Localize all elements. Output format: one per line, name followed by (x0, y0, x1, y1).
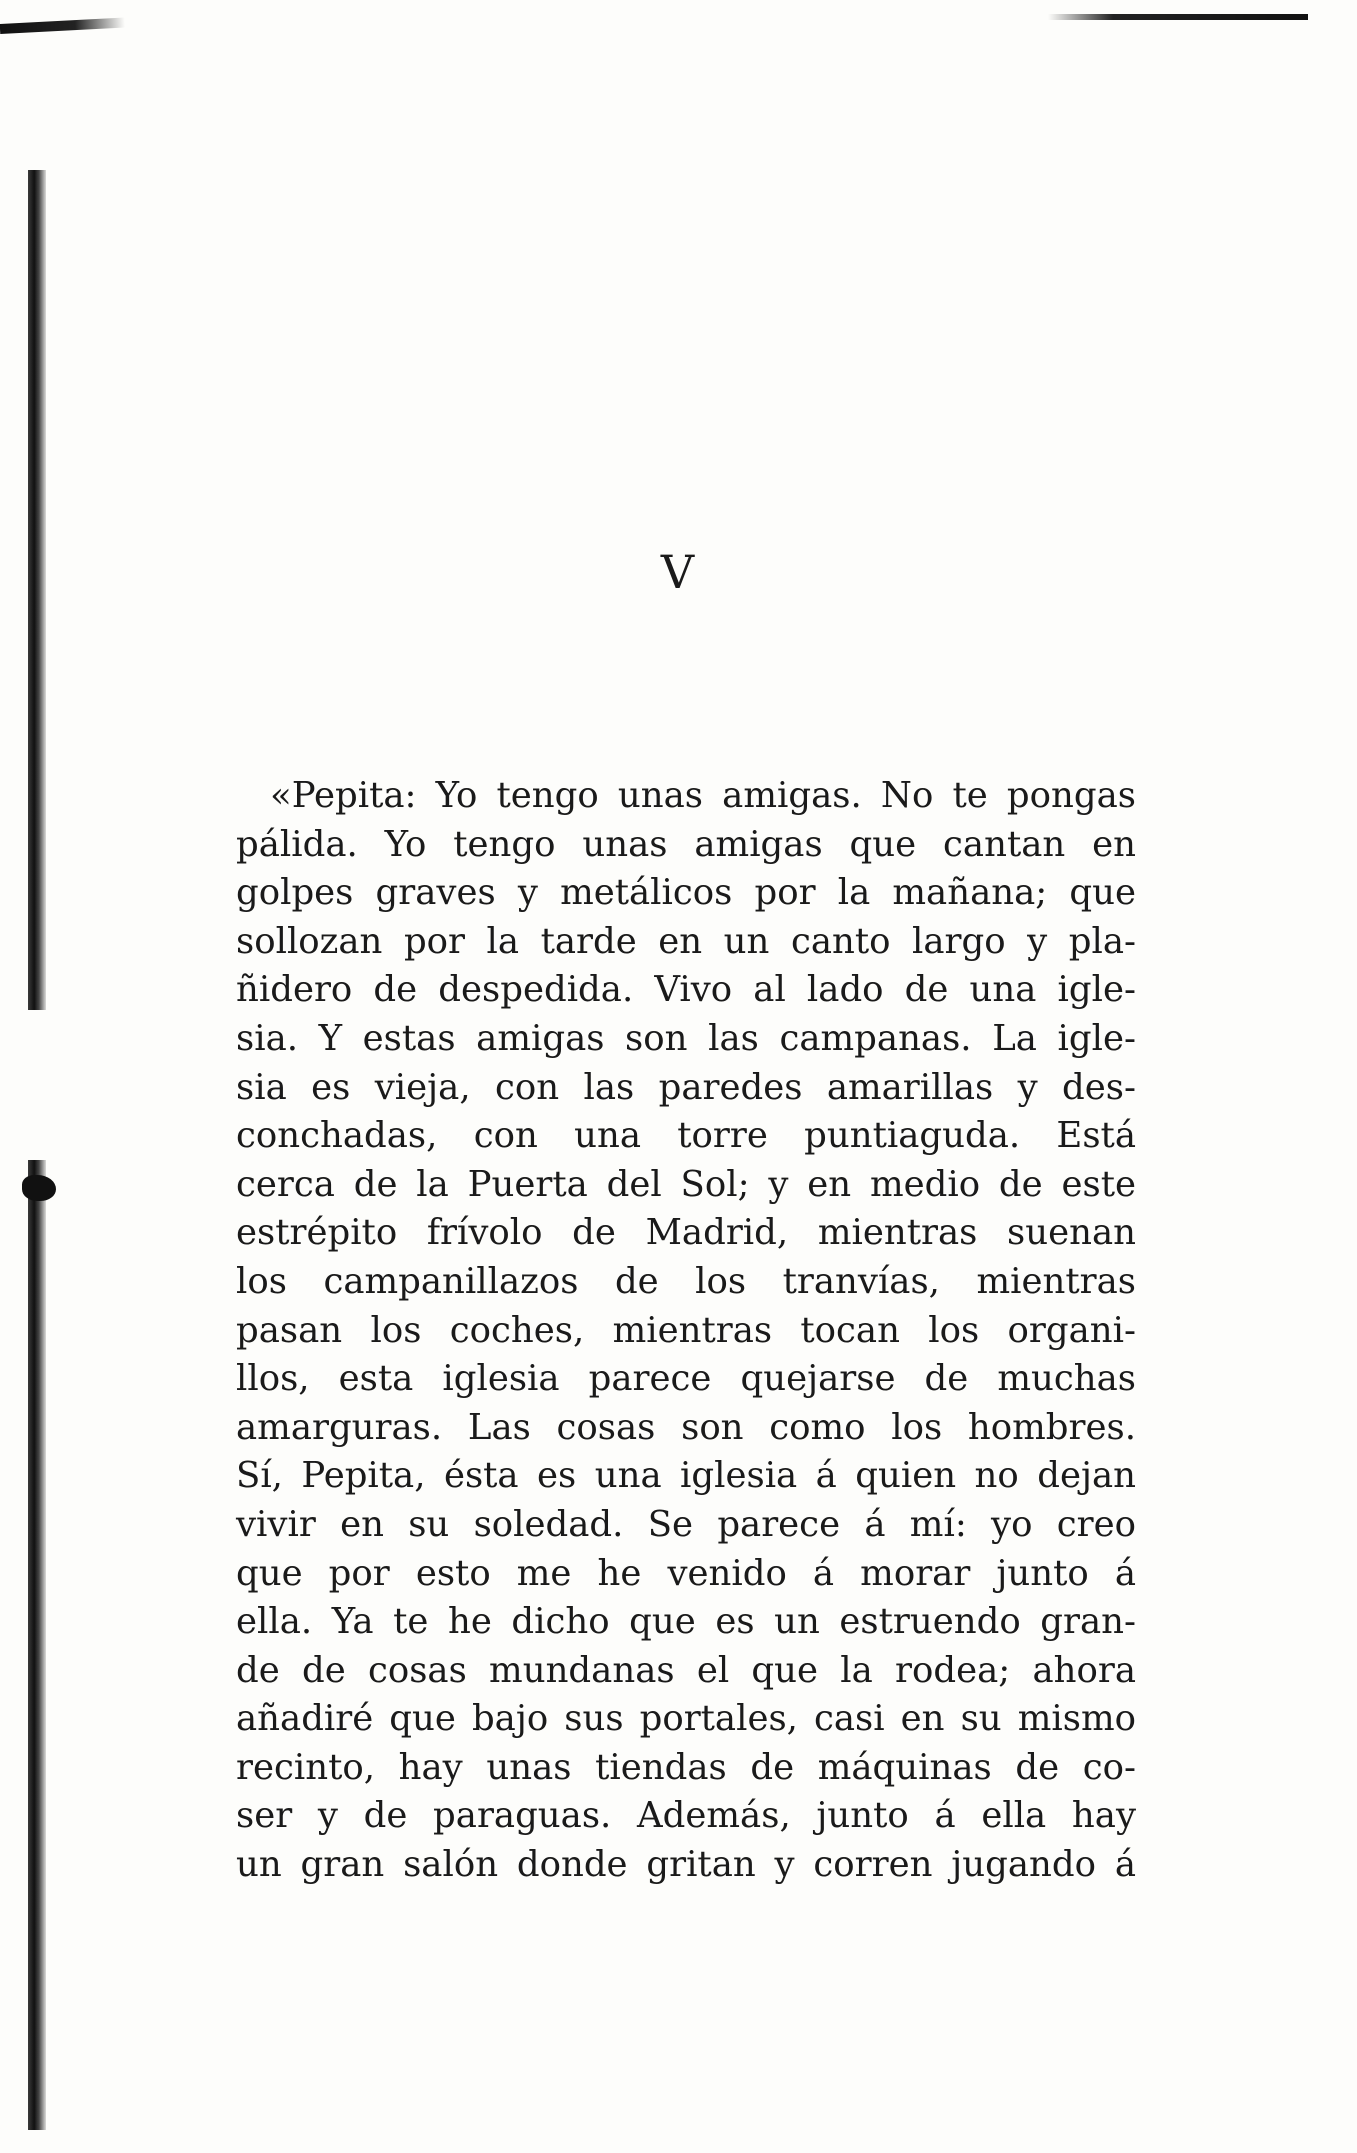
scan-corner-mark-right (1048, 14, 1308, 20)
text-line: vivir en su soledad. Se parece á mí: yo creo (236, 1503, 1136, 1545)
text-line: sia. Y estas amigas son las campanas. La igle- (236, 1017, 1136, 1059)
text-line: cerca de la Puerta del Sol; y en medio de este (236, 1163, 1136, 1205)
binding-edge-gap (24, 1010, 54, 1160)
text-line: amarguras. Las cosas son como los hombres. (236, 1406, 1136, 1448)
text-line: sia es vieja, con las paredes amarillas y des- (236, 1066, 1136, 1108)
scan-corner-mark-left (0, 17, 125, 34)
text-line: que por esto me he venido á morar junto á (236, 1552, 1136, 1594)
text-line: ser y de paraguas. Además, junto á ella hay (236, 1795, 1136, 1837)
text-line: de de cosas mundanas el que la rodea; ahora (236, 1649, 1136, 1691)
text-line: estrépito frívolo de Madrid, mientras suenan (236, 1212, 1136, 1254)
text-line: pálida. Yo tengo unas amigas que cantan en (236, 823, 1136, 865)
text-line: golpes graves y metálicos por la mañana; que (236, 872, 1136, 914)
text-line: ñidero de despedida. Vivo al lado de una igle- (236, 969, 1136, 1011)
chapter-body-text (236, 772, 1136, 1890)
binding-ink-blot (22, 1175, 56, 1201)
text-line: llos, esta iglesia parece quejarse de muchas (236, 1358, 1136, 1400)
text-line: ella. Ya te he dicho que es un estruendo gran- (236, 1601, 1136, 1643)
chapter-heading: V (660, 545, 697, 599)
text-line: los campanillazos de los tranvías, mientras (236, 1260, 1136, 1302)
text-line: pasan los coches, mientras tocan los organi- (236, 1309, 1136, 1351)
text-line: añadiré que bajo sus portales, casi en su mismo (236, 1698, 1136, 1740)
text-line: conchadas, con una torre puntiaguda. Está (236, 1115, 1136, 1157)
text-line: un gran salón donde gritan y corren jugando á (236, 1844, 1136, 1886)
text-line: sollozan por la tarde en un canto largo y pla- (236, 920, 1136, 962)
text-line: «Pepita: Yo tengo unas amigas. No te pongas (270, 775, 1136, 816)
text-line: recinto, hay unas tiendas de máquinas de co- (236, 1746, 1136, 1788)
text-line: Sí, Pepita, ésta es una iglesia á quien no dejan (236, 1455, 1136, 1497)
